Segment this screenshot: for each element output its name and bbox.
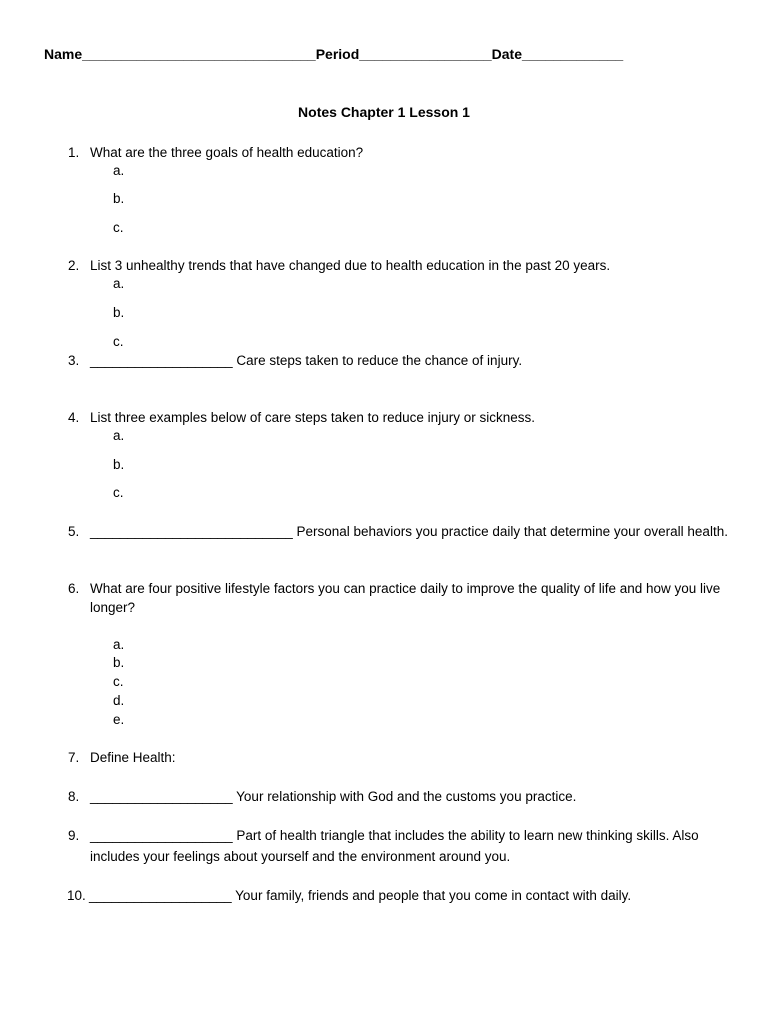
question-text: Define Health: <box>90 750 176 765</box>
question-9 <box>68 825 728 867</box>
question-text: ___________________________ Personal behaviors you practice daily that determine your overall health. <box>90 524 728 539</box>
question-text: What are the three goals of health education? <box>90 145 364 160</box>
question-number: 7. <box>68 750 80 765</box>
page-title: Notes Chapter 1 Lesson 1 <box>298 104 470 120</box>
question-text: ___________________ Care steps taken to reduce the chance of injury. <box>90 353 523 368</box>
answer-item: d. <box>113 693 125 708</box>
answer-item: c. <box>113 674 124 689</box>
question-5 <box>68 522 728 541</box>
answer-item: c. <box>113 334 124 349</box>
question-text: ___________________ Your family, friends and people that you come in contact with daily. <box>89 888 632 903</box>
question-4 <box>68 408 728 427</box>
name-field-label: Name______________________________ <box>44 46 316 62</box>
answer-item: a. <box>113 163 125 178</box>
question-number: 4. <box>68 410 80 425</box>
question-8 <box>68 787 728 806</box>
question-number: 1. <box>68 145 80 160</box>
question-number: 5. <box>68 524 80 539</box>
answer-item: a. <box>113 276 125 291</box>
question-number: 10. <box>67 888 86 903</box>
question-text: List three examples below of care steps taken to reduce injury or sickness. <box>90 410 535 425</box>
question-text: List 3 unhealthy trends that have changed due to health education in the past 20 years. <box>90 258 611 273</box>
question-number: 9. <box>68 828 80 843</box>
question-number: 6. <box>68 581 80 596</box>
date-field-label: Date_____________ <box>491 46 624 62</box>
question-number: 2. <box>68 258 80 273</box>
question-3 <box>68 351 728 370</box>
answer-item: e. <box>113 712 125 727</box>
question-number: 3. <box>68 353 80 368</box>
question-number: 8. <box>68 789 80 804</box>
period-field-label: Period_________________ <box>315 46 492 62</box>
question-6 <box>68 579 728 617</box>
answer-item: b. <box>113 457 125 472</box>
answer-item: b. <box>113 305 125 320</box>
answer-item: a. <box>113 637 125 652</box>
question-text: ___________________ Part of health triangle that includes the ability to learn new thinking skills. Also includes your feelings about yourself and the environment around you. <box>90 828 699 864</box>
question-7 <box>68 748 728 767</box>
answer-item: c. <box>113 220 124 235</box>
question-1 <box>68 143 728 162</box>
question-2 <box>68 256 728 275</box>
answer-item: b. <box>113 655 125 670</box>
question-10 <box>67 886 728 905</box>
answer-item: a. <box>113 428 125 443</box>
answer-item: c. <box>113 485 124 500</box>
worksheet-header <box>44 46 623 62</box>
question-text: What are four positive lifestyle factors you can practice daily to improve the quality of life and how you live longer? <box>90 581 721 615</box>
question-text: ___________________ Your relationship with God and the customs you practice. <box>90 789 577 804</box>
answer-item: b. <box>113 191 125 206</box>
